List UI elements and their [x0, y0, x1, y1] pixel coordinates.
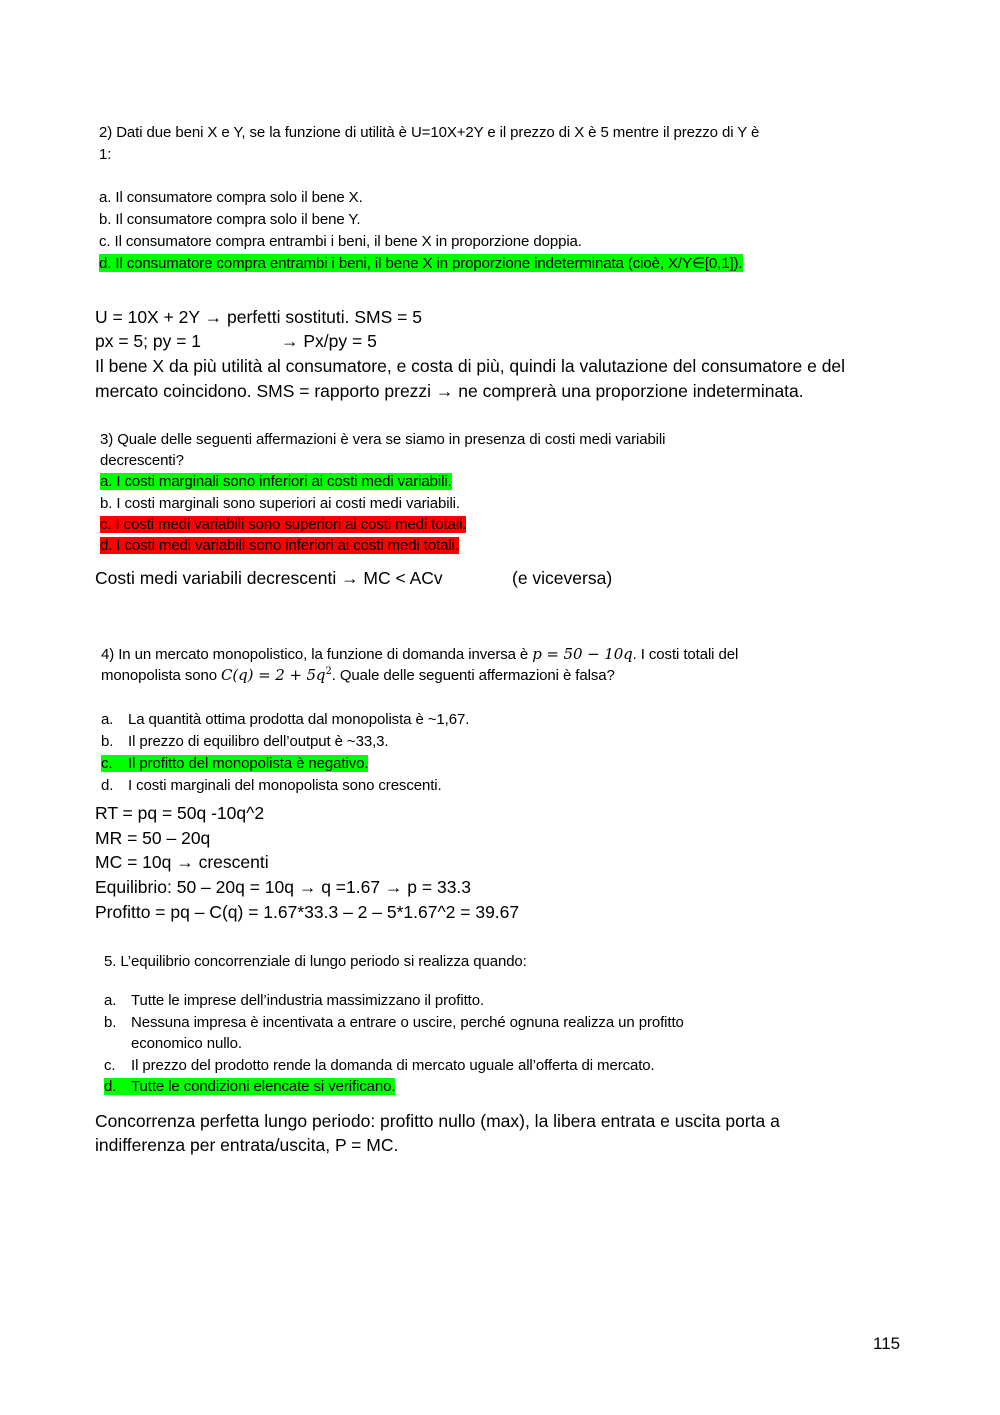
- note-line: Profitto = pq – C(q) = 1.67*33.3 – 2 – 5*1.67^2 = 39.67: [95, 902, 520, 922]
- question-2-option-d-correct: d. Il consumatore compra entrambi i beni, il bene X in proporzione indeterminata (cioè, X/Y∈[0,1]).: [99, 255, 743, 272]
- note-line: RT = pq = 50q -10q^2: [95, 803, 265, 823]
- note-line: Equilibrio: 50 – 20q = 10q → q =1.67 → p = 33.3: [95, 877, 472, 897]
- option-text: Il prezzo del prodotto rende la domanda di mercato uguale all’offerta di mercato.: [131, 1057, 655, 1074]
- option-letter: b.: [104, 1014, 117, 1031]
- option-letter: c.: [104, 1057, 116, 1074]
- option-text: La quantità ottima prodotta dal monopolista è ~1,67.: [128, 711, 470, 728]
- note-line: Concorrenza perfetta lungo periodo: profitto nullo (max), la libera entrata e uscita porta a: [95, 1111, 780, 1131]
- question-3-text-line-1: 3) Quale delle seguenti affermazioni è vera se siamo in presenza di costi medi variabili: [100, 431, 666, 448]
- option-letter: a.: [101, 711, 114, 728]
- demand-formula: p = 50 − 10q: [532, 645, 633, 663]
- option-letter: c.: [101, 755, 113, 772]
- question-5-option-a: [104, 992, 484, 1009]
- note-line: Costi medi variabili decrescenti → MC < ACv: [95, 568, 443, 588]
- question-5-option-b-continued: [104, 1035, 242, 1052]
- note-line: indifferenza per entrata/uscita, P = MC.: [95, 1135, 399, 1155]
- question-3-option-a-correct: a. I costi marginali sono inferiori ai costi medi variabili.: [100, 473, 452, 490]
- question-4-text-line-1: [101, 645, 738, 663]
- option-text: Tutte le condizioni elencate si verificano.: [131, 1078, 396, 1095]
- question-4-text: . Quale delle seguenti affermazioni è falsa?: [331, 667, 615, 684]
- question-2-option-b: b. Il consumatore compra solo il bene Y.: [99, 211, 361, 228]
- question-4-text: . I costi totali del: [632, 646, 739, 663]
- note-line: → Px/py = 5: [281, 331, 377, 351]
- note-line: mercato coincidono. SMS = rapporto prezzi → ne comprerà una proporzione indeterminata.: [95, 381, 804, 401]
- note-line: px = 5; py = 1: [95, 331, 202, 351]
- page-number: 115: [873, 1334, 901, 1353]
- question-3-option-d-wrong: d. I costi medi variabili sono inferiori ai costi medi totali.: [100, 537, 459, 554]
- cost-formula: C(q) = 2 + 5q: [221, 666, 326, 684]
- question-2-text-line-2: 1:: [99, 146, 112, 163]
- question-4-text-line-2: [101, 666, 615, 684]
- question-2-option-c: c. Il consumatore compra entrambi i beni, il bene X in proporzione doppia.: [99, 233, 582, 250]
- note-line: MR = 50 – 20q: [95, 828, 211, 848]
- option-letter: d.: [101, 777, 114, 794]
- question-3-option-b: b. I costi marginali sono superiori ai costi medi variabili.: [100, 495, 460, 512]
- question-4-option-d: [101, 777, 442, 794]
- question-4-option-b: [101, 733, 388, 750]
- option-text: Il prezzo di equilibro dell’output è ~33,3.: [128, 733, 389, 750]
- option-text: Tutte le imprese dell’industria massimizzano il profitto.: [131, 992, 485, 1009]
- option-letter: d.: [104, 1078, 117, 1095]
- question-4-option-c-correct: [101, 755, 368, 772]
- option-text: I costi marginali del monopolista sono crescenti.: [128, 777, 442, 794]
- option-letter: a.: [104, 992, 117, 1009]
- option-letter: b.: [101, 733, 114, 750]
- option-text: economico nullo.: [131, 1035, 242, 1052]
- question-2-text-line-1: 2) Dati due beni X e Y, se la funzione di utilità è U=10X+2Y e il prezzo di X è 5 mentre il prezzo di Y è: [99, 124, 760, 141]
- question-5-option-d-correct: [104, 1078, 395, 1095]
- question-2-option-a: a. Il consumatore compra solo il bene X.: [99, 189, 363, 206]
- question-4-text: monopolista sono: [101, 667, 222, 684]
- option-text: Nessuna impresa è incentivata a entrare o uscire, perché ognuna realizza un profitto: [131, 1014, 684, 1031]
- question-3-text-line-2: decrescenti?: [100, 452, 184, 469]
- note-line: Il bene X da più utilità al consumatore, e costa di più, quindi la valutazione del consumatore e del: [95, 356, 846, 376]
- question-5-option-b: [104, 1014, 684, 1031]
- note-line: U = 10X + 2Y → perfetti sostituti. SMS = 5: [95, 307, 422, 327]
- cost-formula-exponent: 2: [325, 666, 332, 677]
- question-5-title: 5. L’equilibrio concorrenziale di lungo periodo si realizza quando:: [104, 953, 527, 970]
- question-5-option-c: [104, 1057, 655, 1074]
- question-4-text: 4) In un mercato monopolistico, la funzione di domanda inversa è: [101, 646, 533, 663]
- option-text: Il profitto del monopolista è negativo.: [128, 755, 369, 772]
- question-4-option-a: [101, 711, 469, 728]
- question-3-option-c-wrong: c. I costi medi variabili sono superiori ai costi medi totali.: [100, 516, 467, 533]
- note-line: MC = 10q → crescenti: [95, 852, 269, 872]
- note-line: (e viceversa): [512, 568, 613, 588]
